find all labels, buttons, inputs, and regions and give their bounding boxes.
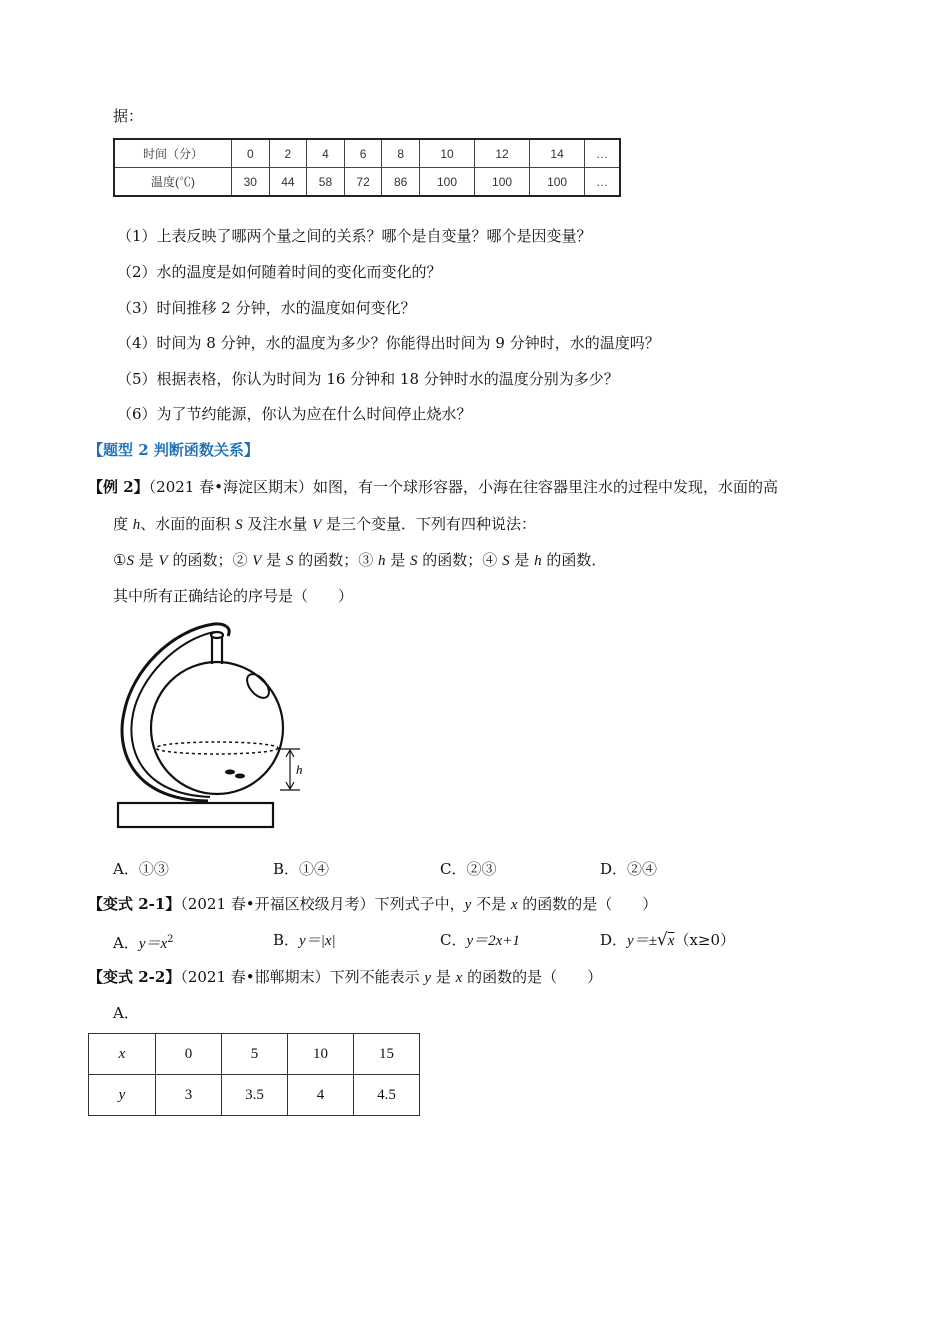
question-1: （1）上表反映了哪两个量之间的关系？哪个是自变量？哪个是因变量？ (117, 227, 592, 245)
table-cell: 44 (269, 168, 307, 197)
option-expr: y＝± (627, 933, 657, 949)
text: 的函数；② (167, 551, 253, 569)
option-expr: y＝x (138, 936, 168, 952)
text: 是 (509, 551, 535, 569)
text: 、水面的面积 (140, 515, 236, 533)
example-source: （2021 春•海淀区期末） (148, 478, 313, 496)
table-row (89, 1034, 420, 1075)
var: h (534, 553, 542, 569)
table-cell: 12 (475, 139, 530, 168)
table-cell: 58 (307, 168, 345, 197)
table-cell: 8 (382, 139, 420, 168)
variant-2-1-stem (88, 894, 657, 915)
question-6: （6）为了节约能源，你认为应在什么时间停止烧水？ (117, 405, 472, 423)
table-header-cell: 时间（分） (114, 139, 232, 168)
table-cell: 3 (156, 1075, 222, 1116)
var: V (158, 553, 168, 569)
text: 的函数． (541, 551, 607, 569)
var-v: V (312, 517, 322, 533)
table-cell: 100 (419, 168, 474, 197)
table-cell: 30 (232, 168, 270, 197)
var: S (410, 553, 418, 569)
spherical-flask-figure (110, 618, 310, 833)
var-x: x (510, 897, 518, 913)
variant-label: 【变式 2-2】 (88, 968, 181, 986)
table-cell: 10 (419, 139, 474, 168)
table-cell: 5 (222, 1034, 288, 1075)
text: ① (113, 551, 127, 569)
option-c[interactable]: C．②③ (440, 860, 497, 878)
example-2-line-2 (113, 514, 536, 535)
text: 下列不能表示 (329, 968, 425, 986)
variant-2-2-option-a-label[interactable]: A． (113, 1004, 139, 1022)
text: 是 (133, 551, 159, 569)
var-h: h (132, 517, 141, 533)
var: S (126, 553, 134, 569)
text: 是 (385, 551, 411, 569)
table-cell: … (585, 168, 620, 197)
table-cell: 6 (344, 139, 382, 168)
example-2-statements (113, 550, 606, 571)
variant-2-1-option-d[interactable] (600, 930, 735, 951)
question-5: （5）根据表格，你认为时间为 16 分钟和 18 分钟时水的温度分别为多少？ (117, 370, 619, 388)
text: 的函数；④ (417, 551, 503, 569)
option-a[interactable]: A．①③ (113, 860, 169, 878)
var: h (377, 553, 386, 569)
table-cell: 2 (269, 139, 307, 168)
var-x: x (455, 970, 463, 986)
table-cell: 0 (232, 139, 270, 168)
text: 及注水量 (242, 515, 313, 533)
figure-label-h: h (296, 762, 303, 777)
table-cell: 100 (475, 168, 530, 197)
table-cell: 14 (530, 139, 585, 168)
table-cell: 100 (530, 168, 585, 197)
question-4: （4）时间为 8 分钟，水的温度为多少？你能得出时间为 9 分钟时，水的温度吗？ (117, 334, 660, 352)
question-2: （2）水的温度是如何随着时间的变化而变化的？ (117, 263, 442, 281)
option-d[interactable]: D．②④ (600, 860, 658, 878)
var-y: y (424, 970, 432, 986)
table-cell: 10 (288, 1034, 354, 1075)
text: 下列式子中， (374, 895, 465, 913)
intro-word: 据： (113, 107, 144, 125)
text: 是 (431, 968, 456, 986)
variant-source: （2021 春•邯郸期末） (180, 968, 330, 986)
section-title: 【题型 2 判断函数关系】 (88, 441, 259, 459)
var-y: y (464, 897, 472, 913)
variant-2-1-option-b[interactable] (273, 930, 336, 951)
table-cell: 0 (156, 1034, 222, 1075)
example-2-prompt: 其中所有正确结论的序号是（ ） (113, 587, 354, 605)
text: 是三个变量．下列有四种说法： (321, 515, 537, 533)
table-cell: 3.5 (222, 1075, 288, 1116)
option-prefix: D． (600, 931, 628, 949)
var-s: S (235, 517, 243, 533)
table-header-cell: x (89, 1034, 156, 1075)
table-cell: … (585, 139, 620, 168)
table-row (114, 168, 620, 197)
table-cell: 15 (354, 1034, 420, 1075)
flask-base (118, 803, 273, 827)
table-cell: 4 (288, 1075, 354, 1116)
variant-label: 【变式 2-1】 (88, 895, 181, 913)
option-prefix: A． (113, 934, 139, 952)
option-b[interactable]: B．①④ (273, 860, 330, 878)
exponent: 2 (167, 934, 174, 945)
question-3: （3）时间推移 2 分钟，水的温度如何变化？ (117, 299, 416, 317)
condition: （x≥0） (674, 931, 736, 949)
variant-2-2-stem (88, 967, 602, 988)
table-cell: 4 (307, 139, 345, 168)
xy-table (88, 1033, 420, 1116)
example-text: 如图，有一个球形容器，小海在往容器里注水的过程中发现，水面的高 (312, 478, 778, 496)
var: S (285, 553, 294, 569)
variant-source: （2021 春•开福区校级月考） (180, 895, 375, 913)
text: 度 (113, 515, 133, 533)
time-temperature-table (113, 138, 621, 197)
var: V (252, 553, 262, 569)
option-prefix: B． (273, 931, 300, 949)
option-prefix: C． (440, 931, 467, 949)
var: S (502, 553, 510, 569)
table-cell: 72 (344, 168, 382, 197)
text: 的函数；③ (293, 551, 378, 569)
table-cell: 4.5 (354, 1075, 420, 1116)
example-label: 【例 2】 (88, 478, 149, 496)
table-row (114, 139, 620, 168)
table-row (89, 1075, 420, 1116)
table-header-cell: 温度(℃) (114, 168, 232, 197)
table-cell: 86 (382, 168, 420, 197)
option-expr: y＝|x| (299, 933, 336, 949)
sphere (151, 662, 283, 794)
variant-2-1-option-c[interactable] (440, 930, 520, 951)
text: 的函数的是（ ） (517, 895, 658, 913)
radical-sign: √ (656, 930, 668, 950)
text: 不是 (471, 895, 511, 913)
option-expr: y＝2x+1 (466, 933, 520, 949)
text: 是 (261, 551, 286, 569)
radicand: x (667, 933, 675, 949)
table-header-cell: y (89, 1075, 156, 1116)
text: 的函数的是（ ） (462, 968, 603, 986)
example-2-line-1 (88, 477, 778, 497)
variant-2-1-option-a[interactable] (113, 930, 174, 954)
